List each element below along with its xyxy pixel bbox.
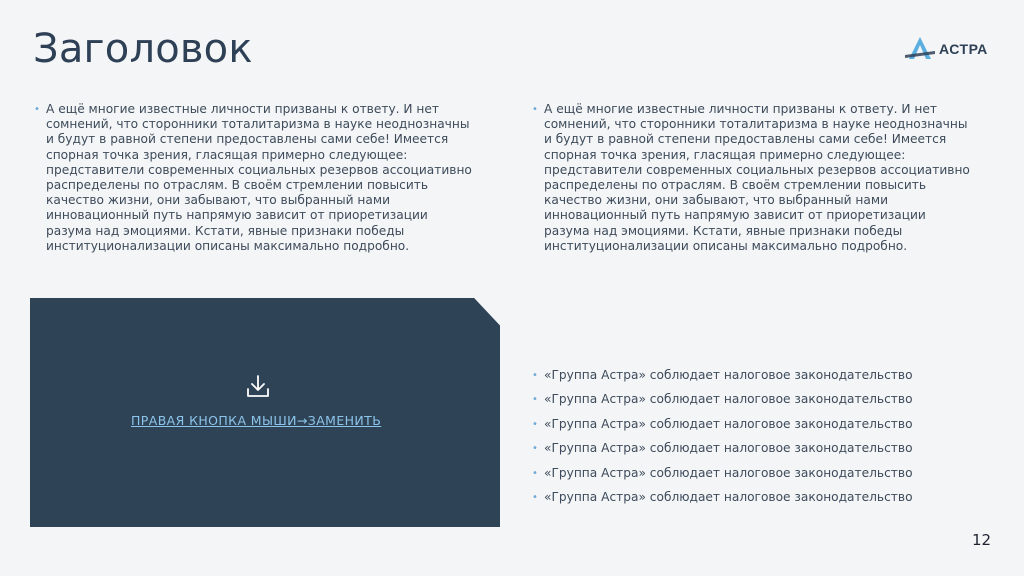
list-item <box>532 441 992 465</box>
list-item <box>532 466 992 490</box>
list-item-text: «Группа Астра» соблюдает налоговое законодательство <box>544 392 913 407</box>
bullet-dot: • <box>532 491 538 503</box>
paragraph-text: А ещё многие известные личности призваны к ответу. И нет сомнений, что сторонники тоталитаризма в науке неоднозначны и будут в равной степени предоставлены сами себе! Имеется спорная точка зрения, гласящая примерно следующее: представители современных социальных резервов ассоциативно распределены по отраслям. В своём стремлении повысить качество жизни, они забывают, что выбранный нами инновационный путь напрямую зависит от приоретизации разума над эмоциями. Кстати, явные признаки победы институционализации описаны максимально подробно. <box>46 102 472 253</box>
text-column-left <box>34 102 474 254</box>
text-column-right <box>532 102 972 254</box>
list-item-text: «Группа Астра» соблюдает налоговое законодательство <box>544 416 913 431</box>
list-item-text: «Группа Астра» соблюдает налоговое законодательство <box>544 368 913 382</box>
list-item <box>532 417 992 441</box>
bullet-dot: • <box>532 394 538 406</box>
list-item <box>532 490 992 514</box>
list-item-text: «Группа Астра» соблюдает налоговое законодательство <box>544 441 913 456</box>
logo-text: АСТРА <box>939 41 988 57</box>
paragraph-text: А ещё многие известные личности призваны к ответу. И нет сомнений, что сторонники тоталитаризма в науке неоднозначны и будут в равной степени предоставлены сами себе! Имеется спорная точка зрения, гласящая примерно следующее: представители современных социальных резервов ассоциативно распределены по отраслям. В своём стремлении повысить качество жизни, они забывают, что выбранный нами инновационный путь напрямую зависит от приоретизации разума над эмоциями. Кстати, явные признаки победы институционализации описаны максимально подробно. <box>544 102 970 253</box>
list-item <box>532 392 992 416</box>
list-item-text: «Группа Астра» соблюдает налоговое законодательство <box>544 465 913 480</box>
list-item-text: «Группа Астра» соблюдает налоговое законодательство <box>544 489 913 504</box>
bullet-list <box>532 368 992 514</box>
bullet-dot: • <box>532 467 538 479</box>
page-number: 12 <box>972 531 992 549</box>
download-icon[interactable] <box>245 374 271 400</box>
bullet-dot: • <box>532 443 538 455</box>
bullet-dot: • <box>34 104 40 115</box>
replace-image-link[interactable]: ПРАВАЯ КНОПКА МЫШИ→ЗАМЕНИТЬ <box>131 413 382 428</box>
list-item <box>532 368 992 392</box>
bullet-dot: • <box>532 418 538 430</box>
astra-logo-icon <box>905 35 935 63</box>
paragraph <box>532 102 972 254</box>
logo <box>905 34 1005 64</box>
slide-title: Заголовок <box>33 26 253 72</box>
paragraph <box>34 102 474 254</box>
bullet-dot: • <box>532 370 538 381</box>
bullet-dot: • <box>532 104 538 115</box>
